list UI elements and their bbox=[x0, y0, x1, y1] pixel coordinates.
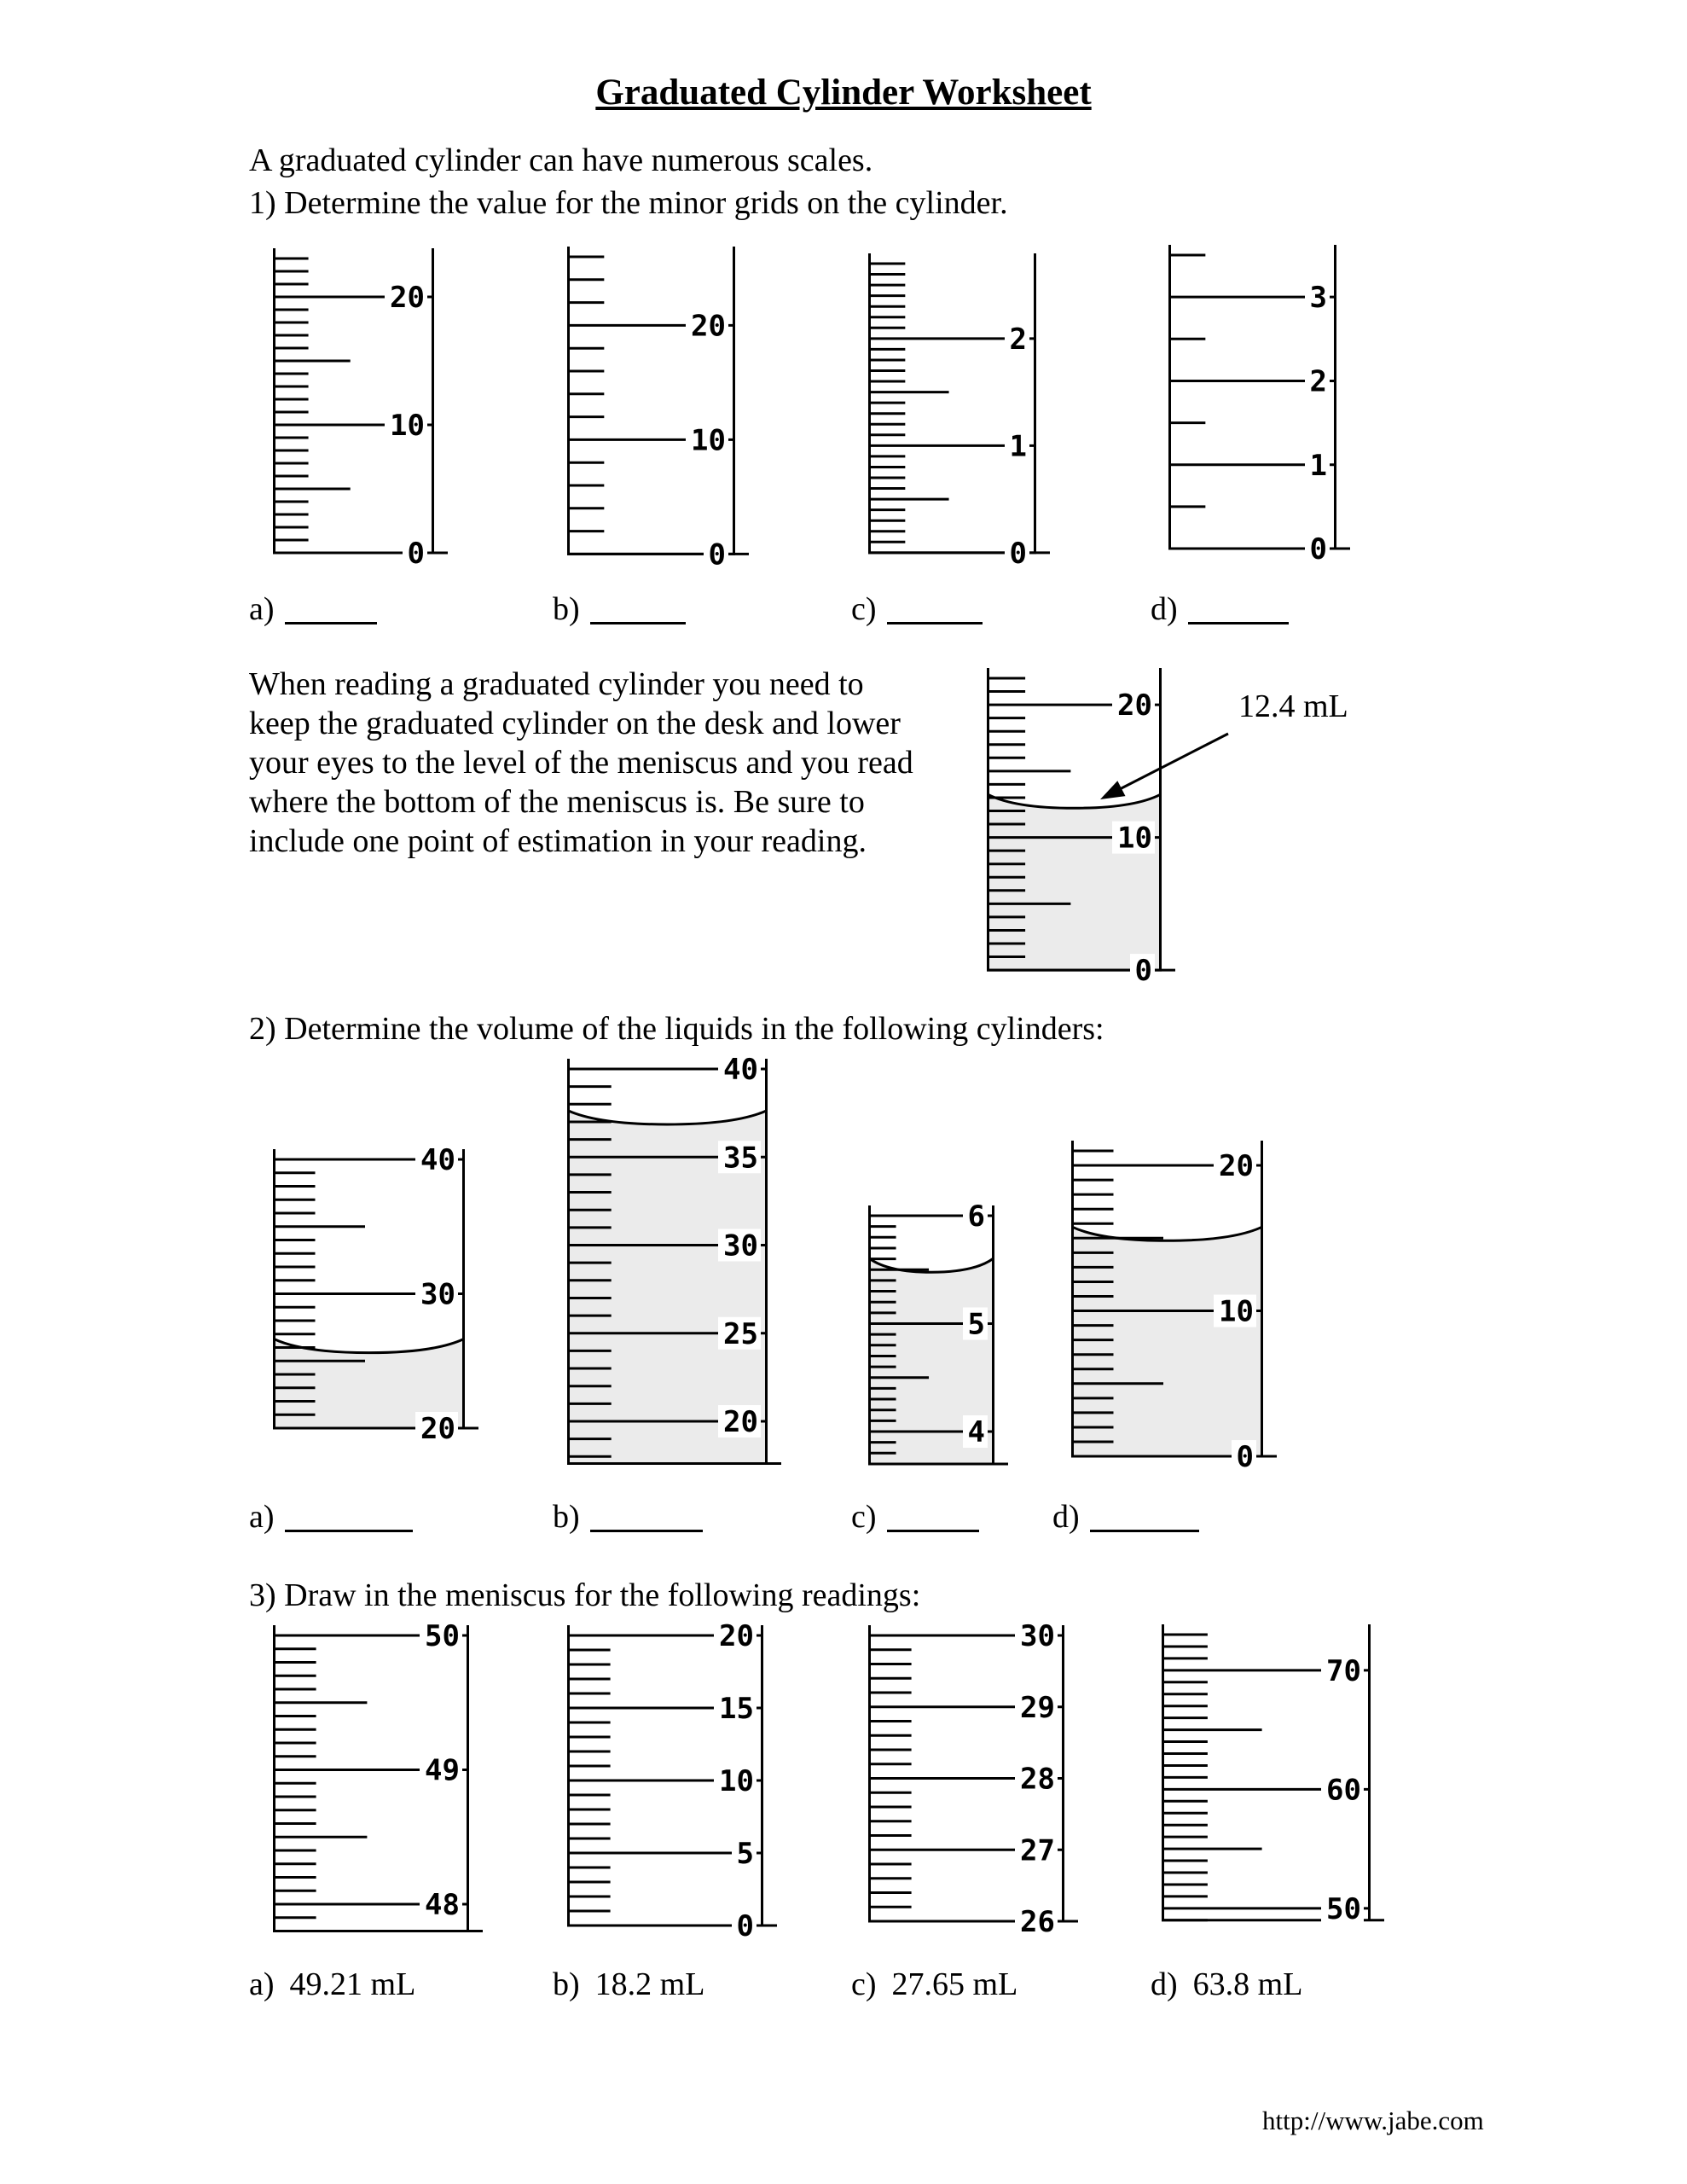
svg-text:0: 0 bbox=[1309, 532, 1327, 567]
q1-answer-c-blank bbox=[887, 613, 983, 624]
q2-answer-b-blank bbox=[590, 1521, 703, 1532]
svg-text:20: 20 bbox=[1117, 688, 1152, 723]
q1-answer-b-label: b) bbox=[553, 591, 580, 627]
svg-text:30: 30 bbox=[1020, 1619, 1055, 1653]
svg-text:60: 60 bbox=[1326, 1773, 1361, 1808]
question3-prompt: 3) Draw in the meniscus for the following readings: bbox=[249, 1577, 921, 1613]
svg-text:10: 10 bbox=[390, 409, 425, 443]
cylinder-q1-d bbox=[1168, 245, 1355, 567]
svg-text:10: 10 bbox=[691, 423, 726, 458]
svg-text:10: 10 bbox=[1219, 1294, 1254, 1329]
reading-instructions-line: where the bottom of the meniscus is. Be sure to bbox=[249, 784, 865, 820]
reading-instructions-line: keep the graduated cylinder on the desk and lower bbox=[249, 706, 901, 741]
q2-answer-b-label: b) bbox=[553, 1499, 580, 1535]
reading-instructions-line: your eyes to the level of the meniscus and you read bbox=[249, 745, 913, 781]
q2-answer-c-blank bbox=[887, 1521, 979, 1532]
cylinder-q3-d bbox=[1162, 1624, 1389, 1926]
q2-answer-c bbox=[851, 1498, 979, 1536]
q1-answer-d bbox=[1151, 590, 1289, 628]
reading-instructions bbox=[249, 665, 913, 861]
cylinder-q2-c bbox=[868, 1199, 1013, 1469]
reading-instructions-line: When reading a graduated cylinder you need to bbox=[249, 666, 864, 702]
q3-answer-d-value: 63.8 mL bbox=[1192, 1966, 1303, 2002]
question2-prompt: 2) Determine the volume of the liquids in the following cylinders: bbox=[249, 1011, 1104, 1047]
cylinder-q1-b bbox=[567, 247, 754, 572]
cylinder-q2-d bbox=[1071, 1141, 1282, 1475]
svg-text:29: 29 bbox=[1020, 1690, 1055, 1725]
cylinder-q1-c bbox=[868, 253, 1055, 571]
q2-answer-d bbox=[1052, 1498, 1199, 1536]
svg-text:0: 0 bbox=[407, 537, 425, 571]
svg-text:49: 49 bbox=[425, 1753, 460, 1788]
q2-answer-d-blank bbox=[1090, 1521, 1199, 1532]
page-title: Graduated Cylinder Worksheet bbox=[595, 73, 1092, 113]
cylinder-q1-a bbox=[273, 248, 453, 571]
q2-answer-d-label: d) bbox=[1052, 1499, 1080, 1535]
q3-answer-c bbox=[851, 1966, 1017, 2003]
cylinder-q3-b bbox=[567, 1619, 782, 1943]
reading-instructions-line: include one point of estimation in your reading. bbox=[249, 823, 867, 859]
svg-text:0: 0 bbox=[1236, 1440, 1254, 1475]
q2-answer-a-label: a) bbox=[249, 1499, 275, 1535]
q3-answer-d-label: d) bbox=[1151, 1966, 1178, 2002]
footer-url: http://www.jabe.com bbox=[1262, 2106, 1484, 2135]
q1-answer-a-label: a) bbox=[249, 591, 275, 627]
svg-text:0: 0 bbox=[708, 537, 726, 572]
q2-answer-c-label: c) bbox=[851, 1499, 877, 1535]
q2-answer-a-blank bbox=[285, 1521, 413, 1532]
question1-prompt: 1) Determine the value for the minor grids on the cylinder. bbox=[249, 185, 1008, 221]
q1-answer-d-blank bbox=[1188, 613, 1289, 624]
example-reading-label: 12.4 mL bbox=[1238, 688, 1348, 724]
svg-text:0: 0 bbox=[1009, 536, 1027, 571]
svg-text:20: 20 bbox=[1219, 1149, 1254, 1184]
svg-text:1: 1 bbox=[1009, 429, 1027, 464]
svg-text:15: 15 bbox=[719, 1692, 754, 1726]
q3-answer-c-value: 27.65 mL bbox=[891, 1966, 1018, 2002]
svg-text:5: 5 bbox=[736, 1837, 754, 1871]
q2-answer-b bbox=[553, 1498, 703, 1536]
svg-text:30: 30 bbox=[420, 1277, 455, 1312]
svg-text:6: 6 bbox=[967, 1199, 985, 1234]
q1-answer-a-blank bbox=[285, 613, 377, 624]
svg-text:70: 70 bbox=[1326, 1653, 1361, 1688]
svg-text:40: 40 bbox=[723, 1053, 758, 1087]
svg-text:20: 20 bbox=[390, 281, 425, 315]
q3-answer-a-value: 49.21 mL bbox=[289, 1966, 416, 2002]
q1-answer-b bbox=[553, 590, 686, 628]
q1-answer-a bbox=[249, 590, 377, 628]
svg-text:50: 50 bbox=[1326, 1891, 1361, 1926]
svg-text:1: 1 bbox=[1309, 448, 1327, 483]
cylinder-q2-a bbox=[273, 1143, 484, 1446]
svg-text:0: 0 bbox=[736, 1909, 754, 1943]
q3-answer-a-label: a) bbox=[249, 1966, 275, 2002]
q3-answer-b bbox=[553, 1966, 704, 2003]
q1-answer-c-label: c) bbox=[851, 591, 877, 627]
q1-answer-c bbox=[851, 590, 983, 628]
q1-answer-d-label: d) bbox=[1151, 591, 1178, 627]
q3-answer-b-value: 18.2 mL bbox=[594, 1966, 705, 2002]
q3-answer-d bbox=[1151, 1966, 1302, 2003]
svg-text:4: 4 bbox=[967, 1415, 985, 1449]
svg-text:20: 20 bbox=[420, 1412, 455, 1446]
svg-text:2: 2 bbox=[1009, 322, 1027, 357]
svg-text:5: 5 bbox=[967, 1307, 985, 1342]
q3-answer-b-label: b) bbox=[553, 1966, 580, 2002]
intro-line: A graduated cylinder can have numerous scales. bbox=[249, 142, 873, 178]
svg-text:0: 0 bbox=[1134, 954, 1152, 989]
q3-answer-c-label: c) bbox=[851, 1966, 877, 2002]
svg-text:20: 20 bbox=[691, 309, 726, 344]
svg-text:20: 20 bbox=[719, 1619, 754, 1653]
svg-text:40: 40 bbox=[420, 1143, 455, 1177]
svg-text:30: 30 bbox=[723, 1228, 758, 1263]
q3-answer-a bbox=[249, 1966, 415, 2003]
cylinder-example bbox=[987, 668, 1180, 989]
svg-text:28: 28 bbox=[1020, 1762, 1055, 1797]
cylinder-q2-b bbox=[567, 1053, 786, 1469]
q2-answer-a bbox=[249, 1498, 413, 1536]
cylinder-q3-a bbox=[273, 1619, 488, 1937]
svg-text:26: 26 bbox=[1020, 1905, 1055, 1939]
svg-text:10: 10 bbox=[719, 1764, 754, 1798]
svg-text:2: 2 bbox=[1309, 364, 1327, 399]
svg-text:27: 27 bbox=[1020, 1833, 1055, 1868]
svg-text:48: 48 bbox=[425, 1888, 460, 1922]
q1-answer-b-blank bbox=[590, 613, 686, 624]
svg-text:20: 20 bbox=[723, 1405, 758, 1439]
svg-text:10: 10 bbox=[1117, 821, 1152, 856]
svg-text:50: 50 bbox=[425, 1619, 460, 1653]
cylinder-q3-c bbox=[868, 1619, 1083, 1939]
svg-text:3: 3 bbox=[1309, 281, 1327, 316]
svg-text:35: 35 bbox=[723, 1141, 758, 1176]
svg-text:25: 25 bbox=[723, 1316, 758, 1351]
